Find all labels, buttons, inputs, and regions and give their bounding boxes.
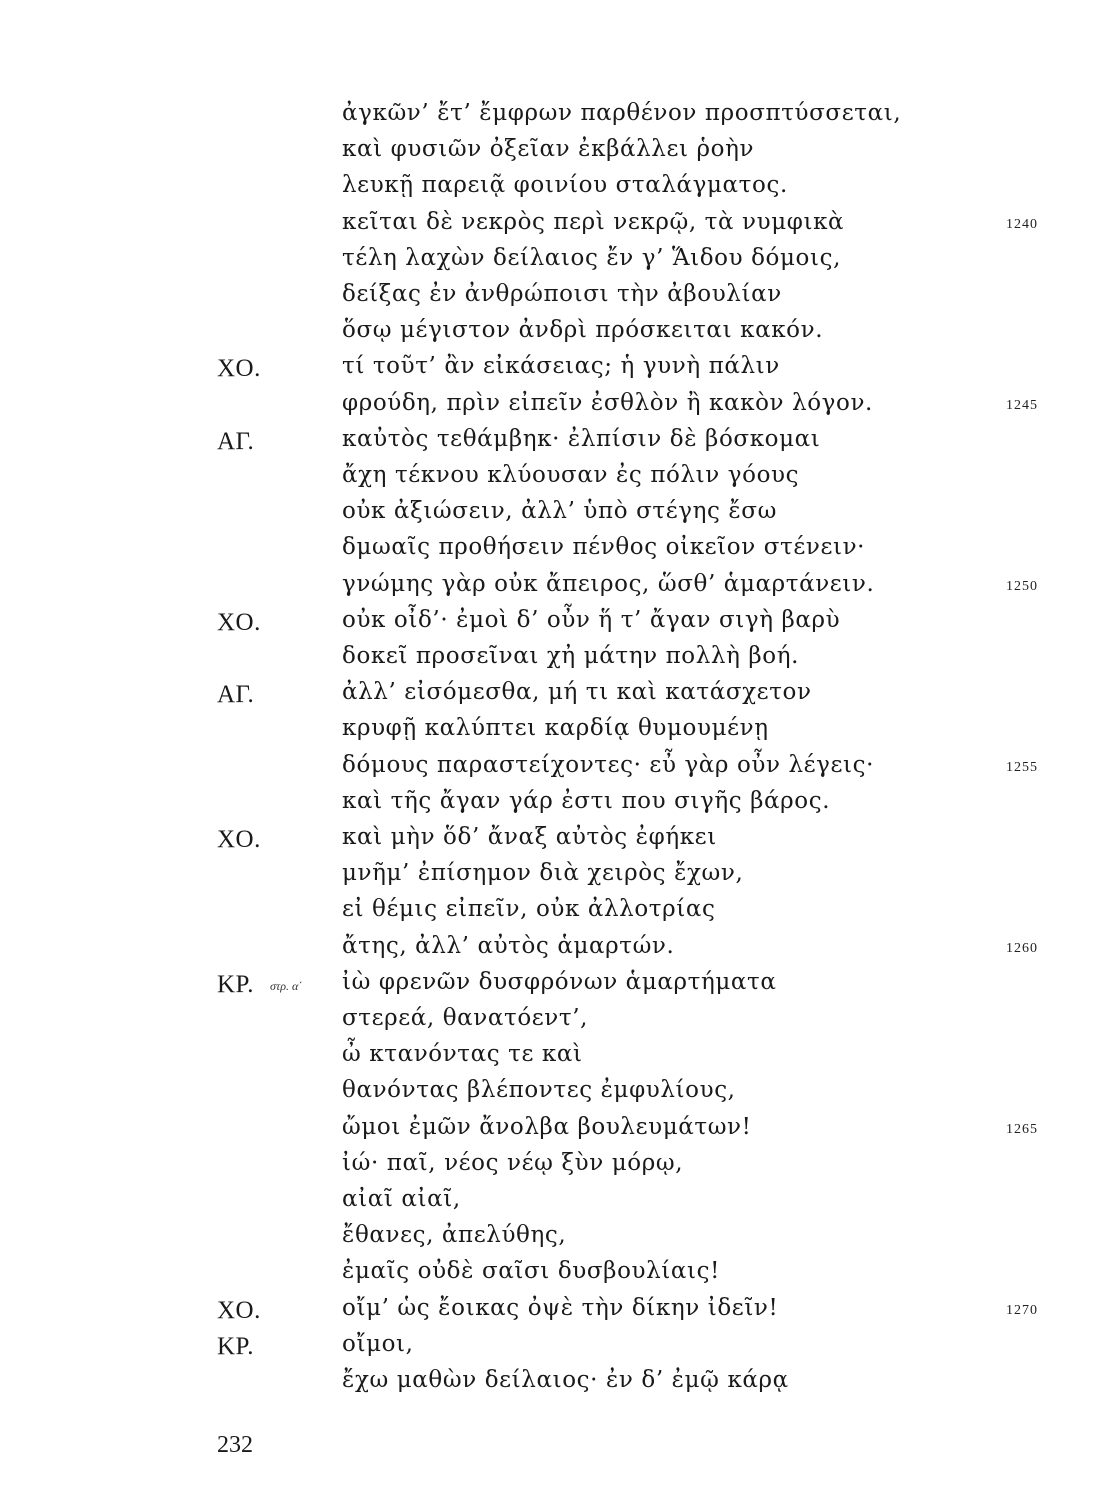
line-number: 1260	[1006, 940, 1038, 956]
verse-text: οὐκ οἶδ’· ἐμοὶ δ’ οὖν ἥ τ’ ἄγαν σιγὴ βαρὺ	[342, 606, 841, 633]
verse-line	[0, 1114, 1114, 1150]
verse-text: θανόντας βλέποντες ἐμφυλίους,	[342, 1077, 736, 1104]
verse-text: ὤμοι ἐμῶν ἄνολβα βουλευμάτων!	[342, 1113, 752, 1140]
speaker-label: ΧΟ.	[217, 1296, 261, 1324]
strophe-marker: στρ. α΄	[270, 978, 303, 993]
verse-line	[0, 860, 1114, 896]
verse-line	[0, 679, 1114, 715]
page-number: 232	[217, 1432, 253, 1458]
verse-line	[0, 426, 1114, 462]
speaker-label: ΑΓ.	[217, 427, 255, 455]
verse-line	[0, 1005, 1114, 1041]
verse-text: ἰώ· παῖ, νέος νέῳ ξὺν μόρῳ,	[342, 1149, 684, 1176]
verse-line	[0, 209, 1114, 245]
verse-line	[0, 1041, 1114, 1077]
verse-line	[0, 824, 1114, 860]
line-number: 1250	[1006, 578, 1038, 594]
verse-line	[0, 281, 1114, 317]
verse-text: φρούδη, πρὶν εἰπεῖν ἐσθλὸν ἢ κακὸν λόγον.	[342, 389, 873, 416]
speaker-label: ΧΟ.	[217, 608, 261, 636]
verse-text: στερεά, θανατόεντ’,	[342, 1005, 589, 1031]
verse-text: οἴμ’ ὡς ἔοικας ὀψὲ τὴν δίκην ἰδεῖν!	[342, 1294, 779, 1321]
speaker-label: ΧΟ.	[217, 355, 261, 383]
line-number: 1255	[1006, 759, 1038, 775]
verse-line	[0, 317, 1114, 353]
verse-text: τέλη λαχὼν δείλαιος ἔν γ’ Ἅιδου δόμοις,	[342, 244, 842, 271]
line-number: 1265	[1006, 1121, 1038, 1137]
verse-line	[0, 1150, 1114, 1186]
verse-text: δμωαῖς προθήσειν πένθος οἰκεῖον στένειν·	[342, 534, 866, 561]
verse-line	[0, 1331, 1114, 1367]
verse-line	[0, 788, 1114, 824]
verse-text: ἀλλ’ εἰσόμεσθα, μή τι καὶ κατάσχετον	[342, 679, 812, 706]
verse-line	[0, 715, 1114, 751]
verse-text: καὶ μὴν ὅδ’ ἄναξ αὐτὸς ἐφήκει	[342, 824, 717, 850]
verse-text: δόμους παραστείχοντες· εὖ γὰρ οὖν λέγεις·	[342, 751, 875, 778]
verse-line	[0, 752, 1114, 788]
verse-line	[0, 1367, 1114, 1403]
verse-text: ἄτης, ἀλλ’ αὐτὸς ἁμαρτών.	[342, 932, 675, 959]
verse-line	[0, 245, 1114, 281]
verse-text: ἐμαῖς οὐδὲ σαῖσι δυσβουλίαις!	[342, 1258, 720, 1285]
verse-line	[0, 643, 1114, 679]
verse-line	[0, 136, 1114, 172]
verse-text: οἴμοι,	[342, 1330, 414, 1357]
verse-line	[0, 1077, 1114, 1113]
verse-text: δοκεῖ προσεῖναι χἠ μάτην πολλὴ βοή.	[342, 643, 800, 669]
verse-line	[0, 1222, 1114, 1258]
verse-text: ἰὼ φρενῶν δυσφρόνων ἁμαρτήματα	[342, 968, 777, 995]
verse-text: αἰαῖ αἰαῖ,	[342, 1186, 461, 1212]
verse-line	[0, 172, 1114, 208]
speaker-label: ΚΡ.	[217, 1332, 254, 1360]
verse-line	[0, 390, 1114, 426]
verse-text: εἰ θέμις εἰπεῖν, οὐκ ἀλλοτρίας	[342, 896, 716, 923]
verse-line	[0, 498, 1114, 534]
verse-text: ἔθανες, ἀπελύθης,	[342, 1222, 567, 1249]
verse-text: μνῆμ’ ἐπίσημον διὰ χειρὸς ἔχων,	[342, 860, 744, 887]
verse-line	[0, 607, 1114, 643]
verse-line	[0, 1186, 1114, 1222]
verse-text: οὐκ ἀξιώσειν, ἀλλ’ ὑπὸ στέγης ἔσω	[342, 498, 777, 525]
verse-text: ἄχη τέκνου κλύουσαν ἐς πόλιν γόους	[342, 462, 800, 488]
verse-line	[0, 1258, 1114, 1294]
verse-line	[0, 1295, 1114, 1331]
verse-line	[0, 933, 1114, 969]
verse-line	[0, 571, 1114, 607]
speaker-label: ΧΟ.	[217, 826, 261, 853]
verse-text: ἔχω μαθὼν δείλαιος· ἐν δ’ ἐμῷ κάρᾳ	[342, 1367, 789, 1393]
verse-text: κρυφῇ καλύπτει καρδίᾳ θυμουμένῃ	[342, 715, 769, 742]
verse-text: ὅσῳ μέγιστον ἀνδρὶ πρόσκειται κακόν.	[342, 317, 824, 344]
verse-text: καὐτὸς τεθάμβηκ· ἐλπίσιν δὲ βόσκομαι	[342, 425, 821, 452]
verse-line	[0, 534, 1114, 570]
line-number: 1240	[1006, 216, 1038, 232]
verse-text: καὶ φυσιῶν ὀξεῖαν ἐκβάλλει ῥοὴν	[342, 136, 755, 163]
verse-text: καὶ τῆς ἄγαν γάρ ἐστι που σιγῆς βάρος.	[342, 787, 831, 814]
verse-text: γνώμης γὰρ οὐκ ἄπειρος, ὥσθ’ ἁμαρτάνειν.	[342, 570, 875, 597]
speaker-label: ΑΓ.	[217, 681, 255, 709]
verse-text: ὦ κτανόντας τε καὶ	[342, 1041, 583, 1068]
line-number: 1245	[1006, 397, 1038, 413]
verse-line	[0, 969, 1114, 1005]
verse-line	[0, 100, 1114, 136]
verse-text: ἀγκῶν’ ἔτ’ ἔμφρων παρθένον προσπτύσσεται,	[342, 100, 902, 126]
verse-text: κεῖται δὲ νεκρὸς περὶ νεκρῷ, τὰ νυμφικὰ	[342, 208, 845, 235]
verse-line	[0, 896, 1114, 932]
verse-line	[0, 462, 1114, 498]
speaker-label: ΚΡ.	[217, 970, 254, 998]
verse-text: τί τοῦτ’ ἂν εἰκάσειας; ἡ γυνὴ πάλιν	[342, 353, 780, 380]
verse-line	[0, 353, 1114, 389]
line-number: 1270	[1006, 1302, 1038, 1318]
verse-text: δείξας ἐν ἀνθρώποισι τὴν ἀβουλίαν	[342, 281, 782, 307]
verse-text: λευκῇ παρειᾷ φοινίου σταλάγματος.	[342, 172, 788, 199]
